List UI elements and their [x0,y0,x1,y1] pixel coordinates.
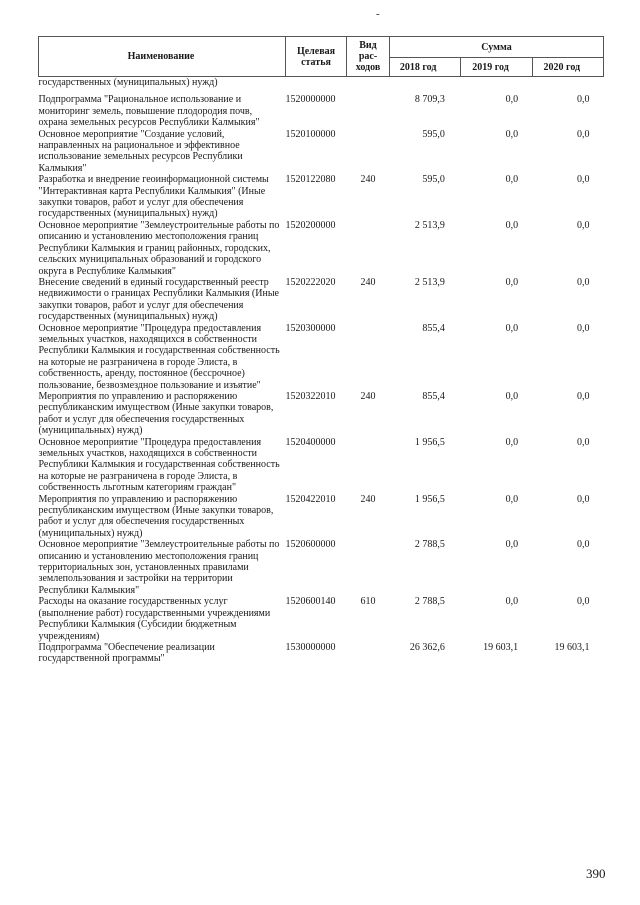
row-code: 1530000000 [285,641,336,653]
table-row [39,88,604,128]
table-row [39,642,604,665]
row-sum-2018: 595,0 [422,174,445,186]
row-sum-2018: 595,0 [422,128,445,140]
row-sum-2019: 0,0 [505,322,519,334]
row-code [286,77,347,89]
header-year-2019: 2019 год [461,58,532,77]
row-sum-2018: 855,4 [422,390,445,402]
row-sum-2020: 0,0 [577,322,590,334]
row-sum-2020: 0,0 [577,539,590,551]
row-sum-2019: 0,0 [505,596,519,608]
row-sum-2018: 8 709,3 [414,94,445,106]
row-expense-type: 240 [360,390,376,402]
table-row [39,277,604,323]
row-code: 1520200000 [285,219,336,231]
table-row [39,77,604,89]
row-code: 1520222020 [285,276,336,288]
table-row [39,596,604,642]
row-sum-2019: 0,0 [505,94,519,106]
row-sum-2020: 0,0 [577,128,590,140]
row-sum-2019: 0,0 [505,219,519,231]
row-expense-type: 240 [360,493,376,505]
row-sum-2020: 0,0 [577,219,590,231]
row-code: 1520400000 [285,436,336,448]
row-name: Основное мероприятие "Процедура предоставления земельных участков, находящихся в собственности Республики Калмыкия и государственная собственность на которые не разграничена в городе Элиста, в собственность льготным категориям граждан" [38,436,280,494]
row-code: 1520322010 [285,390,336,402]
row-name: Основное мероприятие "Создание условий, направленных на рациональное и эффективное использование земельных ресурсов Республики Калмыкия" [38,128,243,174]
row-expense-type [347,77,390,89]
row-sum-2019: 19 603,1 [483,641,519,653]
table-row [39,220,604,277]
row-sum-2019: 0,0 [505,436,519,448]
row-name: Расходы на оказание государственных услуг (выполнение работ) государственными учреждениями Республики Калмыкия (Субсидии бюджетным учреждениям) [38,596,271,642]
row-sum-2019: 0,0 [505,174,519,186]
row-expense-type [347,323,390,391]
row-sum-2018: 1 956,5 [414,493,445,505]
row-code: 1520000000 [285,94,336,106]
top-mark: - [376,8,380,20]
row-sum-2020: 0,0 [577,493,590,505]
header-expense-type: Вид рас-ходов [347,37,390,77]
row-sum-2019: 0,0 [505,390,519,402]
header-year-2020: 2020 год [532,58,603,77]
row-sum-2018: 2 788,5 [414,539,445,551]
budget-table [38,36,604,665]
row-sum-2019: 0,0 [505,493,519,505]
row-code: 1520100000 [285,128,336,140]
row-name: государственных (муниципальных) нужд) [38,77,218,88]
row-sum-2018 [390,77,461,89]
row-code: 1520300000 [285,322,336,334]
row-sum-2018: 26 362,6 [409,641,445,653]
header-name: Наименование [39,37,286,77]
table-row [39,129,604,175]
row-expense-type [347,129,390,175]
table-row [39,323,604,391]
header-sum: Сумма [390,37,604,58]
row-name: Мероприятия по управлению и распоряжению республиканским имуществом (Иные закупки товаров, работ и услуг для обеспечения государственных (муниципальных) нужд) [38,493,274,539]
row-name: Разработка и внедрение геоинформационной системы "Интерактивная карта Республики Калмыкия" (Иные закупки товаров, работ и услуг для обеспечения государственных (муниципальных) нужд) [38,174,269,220]
row-sum-2019 [461,77,532,89]
row-sum-2018: 2 513,9 [414,276,445,288]
row-sum-2020: 0,0 [577,94,590,106]
row-sum-2018: 855,4 [422,322,445,334]
row-sum-2020: 0,0 [577,390,590,402]
table-row [39,494,604,540]
row-name: Основное мероприятие "Землеустроительные работы по описанию и установлению местоположения границ территориальных зон, установленных правилами землепользования и застройки на территории Республики Калмыкия" [38,539,280,596]
row-expense-type [347,642,390,665]
header-year-2018: 2018 год [390,58,461,77]
table-row [39,437,604,494]
row-sum-2020: 0,0 [577,174,590,186]
row-expense-type [347,88,390,128]
row-name: Основное мероприятие "Процедура предоставления земельных участков, находящихся в собственности Республики Калмыкия и государственная собственность на которые не разграничена в городе Элиста, в собственность, аренду, постоянное (бессрочное) пользование, безвозмездное пользование и изъятие" [38,322,280,391]
row-expense-type: 240 [360,174,376,186]
row-code: 1520422010 [285,493,336,505]
row-sum-2019: 0,0 [505,539,519,551]
row-sum-2020: 0,0 [577,276,590,288]
table-row [39,391,604,437]
page-number: 390 [586,866,606,881]
table-row [39,174,604,220]
row-sum-2020: 19 603,1 [554,641,590,653]
row-name: Мероприятия по управлению и распоряжению республиканским имуществом (Иные закупки товаров, работ и услуг для обеспечения государственных (муниципальных) нужд) [38,390,274,437]
row-sum-2020: 0,0 [577,436,590,448]
row-expense-type [347,539,390,596]
row-sum-2018: 2 788,5 [414,596,445,608]
row-name: Основное мероприятие "Землеустроительные работы по описанию и установлению местоположения границ Республики Калмыкия и границ районных, городских, сельских муниципальных образований и городского округа в Республике Калмыкия" [38,219,280,277]
header-code: Целевая статья [286,37,347,77]
row-sum-2019: 0,0 [505,128,519,140]
row-name: Внесение сведений в единый государственный реестр недвижимости о границах Республики Калмыкия (Иные закупки товаров, работ и услуг для обеспечения государственных (муниципальных) нужд) [38,276,279,323]
row-code: 1520600000 [285,539,336,551]
row-expense-type: 610 [360,596,376,608]
row-sum-2018: 1 956,5 [414,436,445,448]
row-name: Подпрограмма "Рациональное использование и мониторинг земель, повышение плодородия почв, охрана земельных ресурсов Республики Калмыкия" [38,94,260,129]
table-body [39,77,604,665]
row-sum-2018: 2 513,9 [414,219,445,231]
row-sum-2019: 0,0 [505,276,519,288]
row-sum-2020: 0,0 [577,596,590,608]
row-expense-type [347,437,390,494]
row-name: Подпрограмма "Обеспечение реализации государственной программы" [38,641,215,665]
row-sum-2020 [532,77,603,89]
row-code: 1520122080 [285,174,336,186]
table-row [39,539,604,596]
row-expense-type [347,220,390,277]
row-code: 1520600140 [285,596,336,608]
row-expense-type: 240 [360,276,376,288]
